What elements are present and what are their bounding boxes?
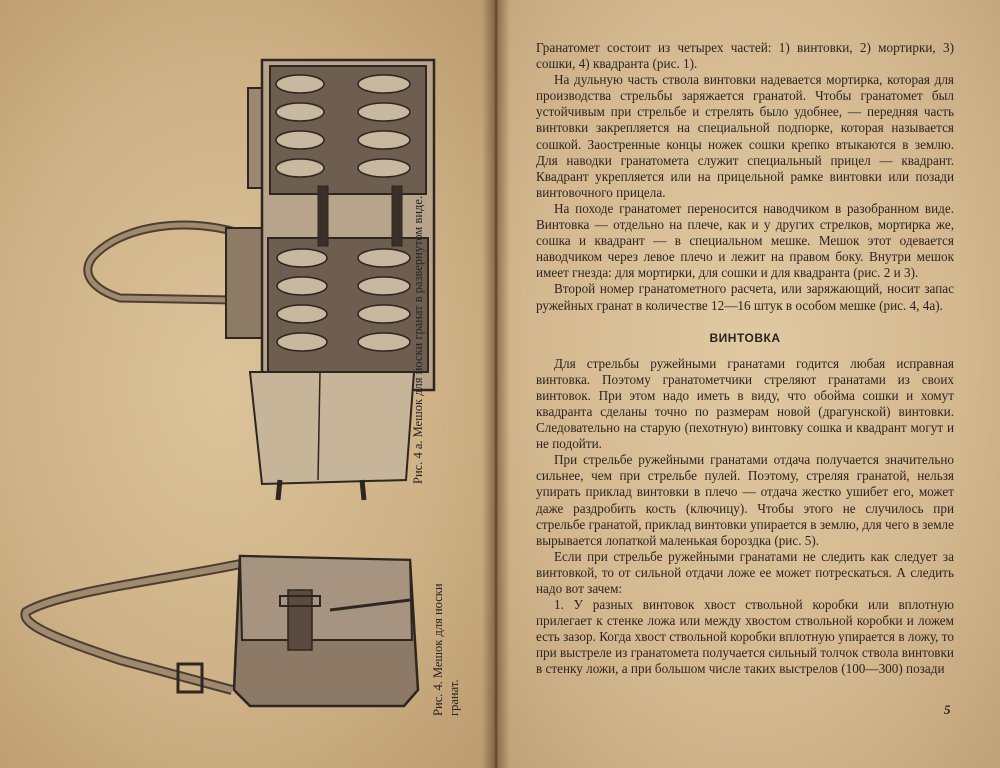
page-number: 5 xyxy=(944,702,951,717)
paragraph: Второй номер гранатометного расчета, или заряжающий, носит запас ружейных гранат в количестве 12—16 штук в особом мешке (рис. 4, 4а). xyxy=(536,281,954,313)
figure-4-caption-line1: Рис. 4. Мешок для носки xyxy=(431,583,445,716)
paragraph: Гранатомет состоит из четырех частей: 1) винтовки, 2) мортирки, 3) сошки, 4) квадранта (рис. 1). xyxy=(536,40,954,72)
figure-4-caption xyxy=(430,583,462,716)
paragraph: Для стрельбы ружейными гранатами годится любая исправная винтовка. Поэтому гранатометчики стреляют гранатами из своих винтовок. При этом надо иметь в виду, что обойма сошки и хомут квадранта сделаны точно по размерам новой (драгунской) винтовки. Следовательно на старую (пехотную) винтовку сошка и квадрант могут и не подойти. xyxy=(536,355,954,452)
book-gutter xyxy=(482,0,510,768)
body-text xyxy=(536,40,954,678)
figure-4a-caption-text: Рис. 4 а. Мешок для носки гранат в развернутом виде. xyxy=(411,195,425,484)
figure-4a-caption xyxy=(410,196,426,484)
figure-4-caption-line2: гранат. xyxy=(447,679,461,716)
left-page xyxy=(0,0,494,768)
paragraph: На походе гранатомет переносится наводчиком в разобранном виде. Винтовка — отдельно на плече, как и у других стрелков, мортирка же, сошка и квадрант — в специальном мешке. Мешок этот одевается наводчиком через левое плечо и лежит на правом боку. Внутри мешок имеет гнезда: для мортирки, для сошки и для квадранта (рис. 2 и 3). xyxy=(536,200,954,281)
paragraph: 1. У разных винтовок хвост ствольной коробки или вплотную прилегает к стенке ложа или между хвостом ствольной коробки и ложем есть зазор. Когда хвост ствольной коробки вплотную упирается в ложу, то при выстреле из гранатомета получается сильный толчок ствола винтовки в стенку ложи, а при большом числе таких выстрелов (100—300) позади xyxy=(536,597,954,677)
paragraph: Если при стрельбе ружейными гранатами не следить как следует за винтовкой, то от сильной отдачи ложе ее может потрескаться. А следить надо вот зачем: xyxy=(536,548,954,596)
section-heading: ВИНТОВКА xyxy=(709,330,781,345)
closed-grenade-bag-drawing xyxy=(25,556,418,706)
right-page xyxy=(498,0,1000,768)
paragraph: При стрельбе ружейными гранатами отдача получается значительно сильнее, чем при стрельбе пулей. Поэтому, стреляя гранатой, нельзя упирать приклад винтовки в плечо — отдача жестко ушибет его, может даже раздробить кость (ключицу). Чтобы этого не случилось при стрельбе гранатой, приклад винтовки упирается в землю, для чего в земле вырывается лопаткой маленькая бороздка (рис. 5). xyxy=(536,452,954,548)
paragraph: На дульную часть ствола винтовки надевается мортирка, которая для производства стрельбы заряжается гранатой. Чтобы гранатомет был устойчивым при стрельбе и стрелять было удобнее, — передняя часть винтовки закрепляется на специальной подпорке, которая называется сошкой. Заостренные концы ножек сошки крепко втыкаются в землю. Для наводки гранатомета служит специальный прицел — квадрант. Квадрант укрепляется или на прицельной рамке винтовки или позади винтовочного прицела. xyxy=(536,72,954,200)
